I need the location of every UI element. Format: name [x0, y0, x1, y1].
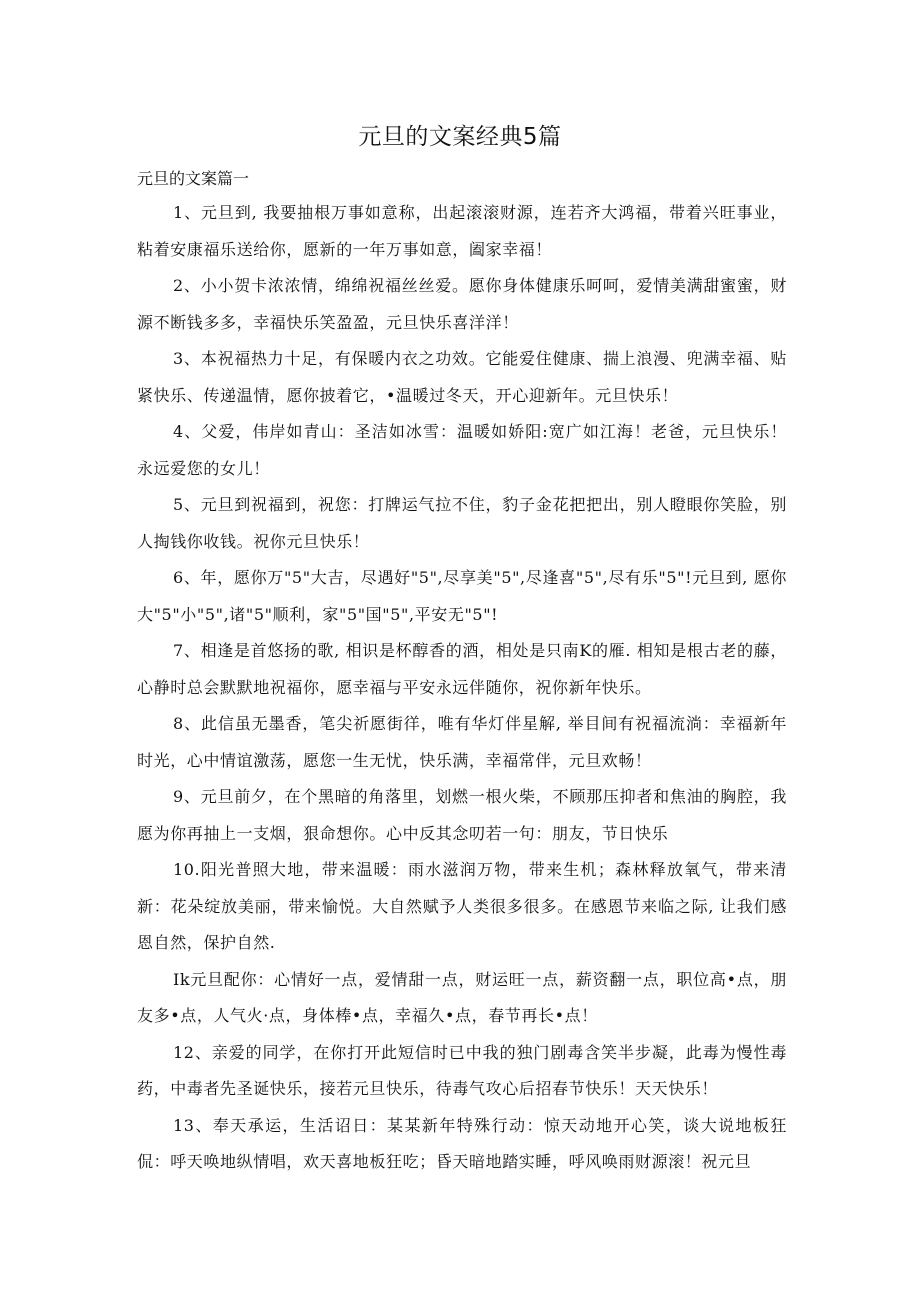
entry-paragraph: 2、小小贺卡浓浓情，绵绵祝福丝丝爱。愿你身体健康乐呵呵，爱情美满甜蜜蜜，财源不断钱多多，幸福快乐笑盈盈，元旦快乐喜洋洋！	[137, 276, 787, 332]
entry-paragraph: 7、相逢是首悠扬的歌, 相识是杯醇香的酒，相处是只南K的雁. 相知是根古老的藤，心静时总会默默地祝福你，愿幸福与平安永远伴随你，祝你新年快乐。	[137, 641, 787, 697]
entry-paragraph: 4、父爱，伟岸如青山：圣洁如冰雪：温暖如娇阳:宽广如江海！老爸，元旦快乐！永远爱您的女儿！	[137, 422, 787, 478]
entry-paragraph: 8、此信虽无墨香，笔尖祈愿街徉，唯有华灯伴星解, 举目间有祝福流淌：幸福新年时光，心中情谊激荡，愿您一生无忧，快乐满，幸福常伴，元旦欢畅！	[137, 714, 787, 770]
entry-paragraph: 1、元旦到, 我要抽根万事如意称，出起滚滚财源，连若齐大鸿福，带着兴旺事业，粘着安康福乐送给你，愿新的一年万事如意，阖家幸福！	[137, 203, 787, 259]
entry-paragraph: 3、本祝福热力十足，有保暖内衣之功效。它能爱住健康、揣上浪漫、兜满幸福、贴紧快乐、传递温情，愿你披着它，•温暖过冬天，开心迎新年。元旦快乐！	[137, 349, 787, 405]
entry-paragraph: 6、年，愿你万"5"大吉，尽遇好"5",尽享美"5",尽逢喜"5",尽有乐"5"!元旦到, 愿你大"5"小"5",诸"5"顺利，家"5"国"5",平安无"5"!	[137, 568, 787, 624]
document-title: 元旦的文案经典5篇	[358, 124, 562, 150]
entry-list	[137, 195, 787, 1181]
entry-paragraph: Ik元旦配你：心情好一点，爱情甜一点，财运旺一点，薪资翻一点，职位高•点，朋友多•点，人气火·点，身体棒•点，幸福久•点，春节再长•点！	[137, 969, 787, 1025]
entry-paragraph: 9、元旦前夕，在个黑暗的角落里，划燃一根火柴，不顾那压抑者和焦油的胸腔，我愿为你再抽上一支烟，狠命想你。心中反其念叨若一句：朋友，节日快乐	[137, 787, 787, 843]
entry-paragraph: 13、奉天承运，生活诏日：某某新年特殊行动：惊天动地开心笑，谈大说地板狂侃：呼天唤地纵情唱，欢天喜地板狂吃；昏天暗地踏实睡，呼风唤雨财源滚！祝元旦	[137, 1115, 787, 1171]
entry-paragraph: 10.阳光普照大地，带来温暖：雨水滋润万物，带来生机；森林释放氧气，带来清新：花朵绽放美丽，带来愉悦。大自然赋予人类很多很多。在感恩节来临之际, 让我们感恩自然，保护自然.	[137, 860, 787, 952]
section-heading: 元旦的文案篇一	[137, 169, 250, 188]
entry-paragraph: 5、元旦到祝福到，祝您：打牌运气拉不住，豹子金花把把出，别人瞪眼你笑脸，别人掏钱你收钱。祝你元旦快乐！	[137, 495, 787, 551]
entry-paragraph: 12、亲爱的同学，在你打开此短信时已中我的独门剧毒含笑半步凝，此毒为慢性毒药，中毒者先圣诞快乐，接若元旦快乐，待毒气攻心后招春节快乐！天天快乐！	[137, 1042, 787, 1098]
